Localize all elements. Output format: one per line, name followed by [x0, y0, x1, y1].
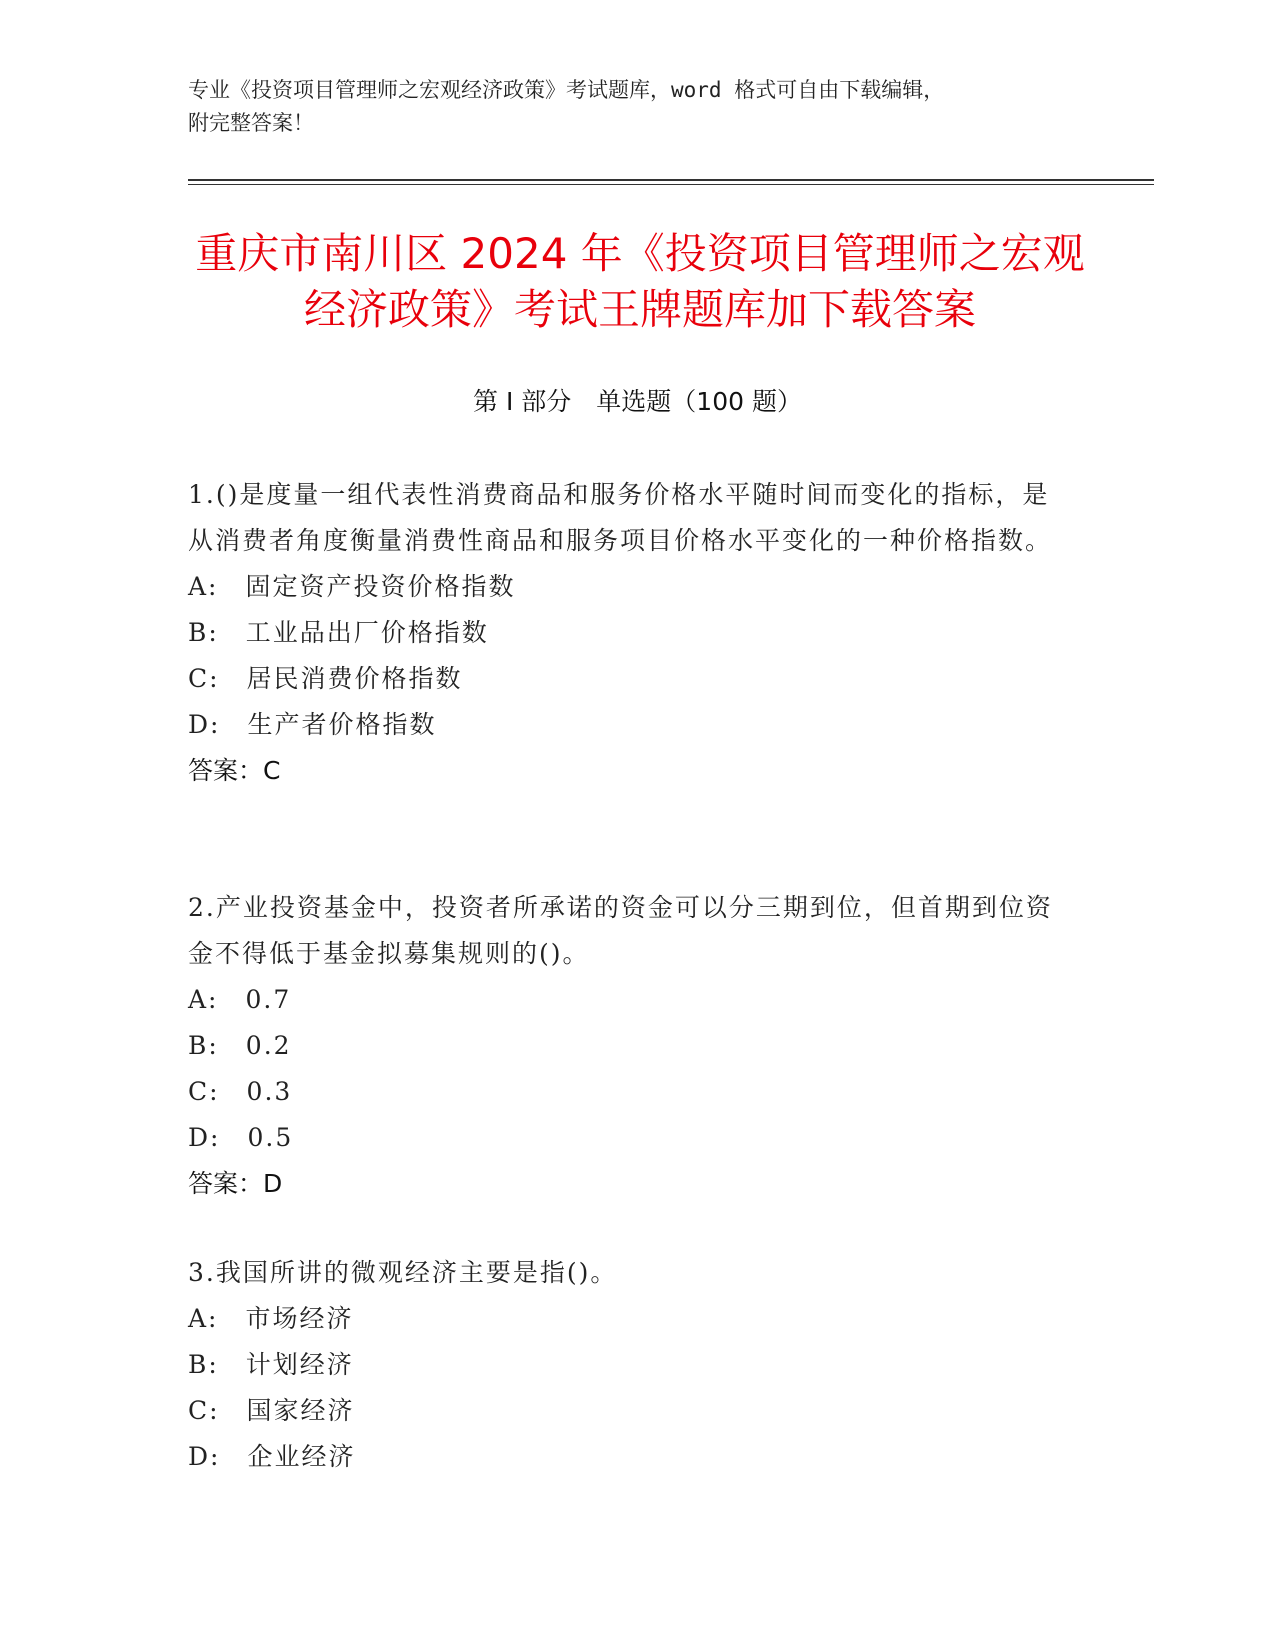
option-d: D: 企业经济 — [188, 1442, 356, 1471]
question-2 — [188, 885, 1068, 1207]
question-1 — [188, 472, 1068, 794]
option-c: C: 居民消费价格指数 — [188, 664, 463, 693]
document-title: 重庆市南川区 2024 年《投资项目管理师之宏观经济政策》考试王牌题库加下载答案 — [195, 229, 1085, 334]
question-stem: 3.我国所讲的微观经济主要是指()。 — [188, 1258, 618, 1287]
option-a: A: 0.7 — [188, 985, 292, 1014]
option-b: B: 工业品出厂价格指数 — [188, 618, 489, 647]
option-a: A: 固定资产投资价格指数 — [188, 572, 516, 601]
question-stem: 1.()是度量一组代表性消费商品和服务价格水平随时间而变化的指标，是从消费者角度衡量消费性商品和服务项目价格水平变化的一种价格指数。 — [188, 480, 1053, 555]
option-d: D: 生产者价格指数 — [188, 710, 437, 739]
answer-line: 答案：C — [188, 756, 281, 785]
section-heading: 第 I 部分 单选题（100 题） — [473, 387, 802, 416]
option-c: C: 国家经济 — [188, 1396, 355, 1425]
option-b: B: 计划经济 — [188, 1350, 354, 1379]
answer-line: 答案：D — [188, 1169, 283, 1198]
option-d: D: 0.5 — [188, 1123, 294, 1152]
header-note: 专业《投资项目管理师之宏观经济政策》考试题库，word 格式可自由下载编辑， 附完整答案！ — [188, 78, 945, 135]
header-divider-thick — [188, 179, 1154, 181]
question-3 — [188, 1250, 1068, 1480]
option-b: B: 0.2 — [188, 1031, 292, 1060]
question-stem: 2.产业投资基金中，投资者所承诺的资金可以分三期到位，但首期到位资金不得低于基金拟募集规则的()。 — [188, 893, 1053, 968]
header-divider-thin — [188, 184, 1154, 185]
option-a: A: 市场经济 — [188, 1304, 354, 1333]
option-c: C: 0.3 — [188, 1077, 293, 1106]
